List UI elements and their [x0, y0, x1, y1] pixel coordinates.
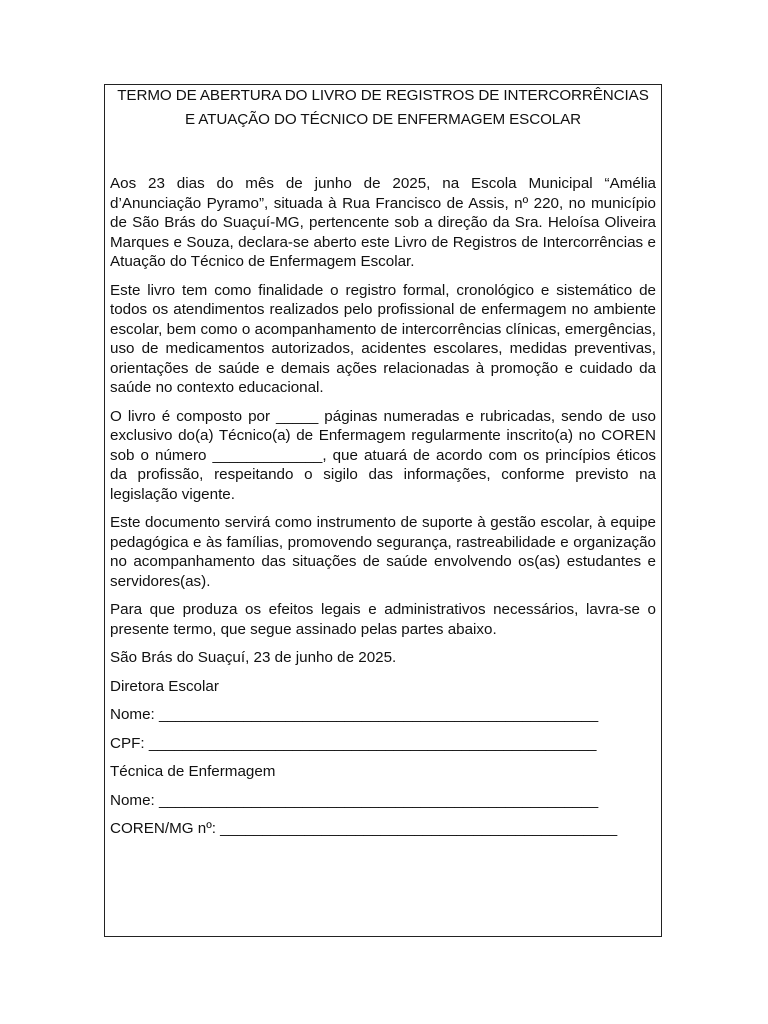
paragraph-support: Este documento servirá como instrumento de suporte à gestão escolar, à equipe pedagógica e às famílias, promovendo segurança, rastreabilidade e organização no acompanhamento das situações de saúde envolvendo os(as) estudantes e servidores(as).	[110, 514, 656, 590]
paragraph-composition: O livro é composto por _____ páginas numeradas e rubricadas, sendo de uso exclusivo do(a) Técnico(a) de Enfermagem regularmente inscrito(a) no COREN sob o número _____________, que atuará de acordo com os princípios éticos da profissão, respeitando o sigilo das informações, conforme previsto na legislação vigente.	[110, 407, 656, 503]
paragraph-opening: Aos 23 dias do mês de junho de 2025, na Escola Municipal “Amélia d’Anunciação Pyramo”, situada à Rua Francisco de Assis, nº 220, no município de São Brás do Suaçuí-MG, pertencente sob a direção da Sra. Heloísa Oliveira Marques e Souza, declara-se aberto este Livro de Registros de Intercorrências e Atuação do Técnico de Enfermagem Escolar.	[110, 175, 656, 270]
director-role-label: Diretora Escolar	[110, 677, 219, 695]
title-line-1: TERMO DE ABERTURA DO LIVRO DE REGISTROS DE INTERCORRÊNCIAS	[117, 87, 649, 104]
director-name-field: Nome: ____________________________________________________	[110, 706, 599, 723]
nurse-coren-field: COREN/MG nº: _______________________________________________	[110, 820, 618, 837]
nurse-role-label: Técnica de Enfermagem	[110, 763, 276, 780]
nurse-name-field: Nome: ____________________________________________________	[110, 791, 599, 809]
paragraph-purpose: Este livro tem como finalidade o registro formal, cronológico e sistemático de todos os atendimentos realizados pelo profissional de enfermagem no ambiente escolar, bem como o acompanhamento de intercorrências clínicas, emergências, uso de medicamentos autorizados, acidentes escolares, medidas preventivas, orientações de saúde e demais ações relacionadas à promoção e cuidado da saúde no contexto educacional.	[110, 281, 656, 396]
director-cpf-field: CPF: _____________________________________________________	[110, 734, 597, 752]
document-body	[110, 174, 656, 839]
document-frame	[104, 84, 662, 937]
place-date: São Brás do Suaçuí, 23 de junho de 2025.	[110, 649, 397, 666]
paragraph-closing: Para que produza os efeitos legais e administrativos necessários, lavra-se o presente termo, que segue assinado pelas partes abaixo.	[110, 601, 656, 638]
document-title	[110, 84, 656, 132]
title-line-2: E ATUAÇÃO DO TÉCNICO DE ENFERMAGEM ESCOLAR	[184, 111, 582, 128]
